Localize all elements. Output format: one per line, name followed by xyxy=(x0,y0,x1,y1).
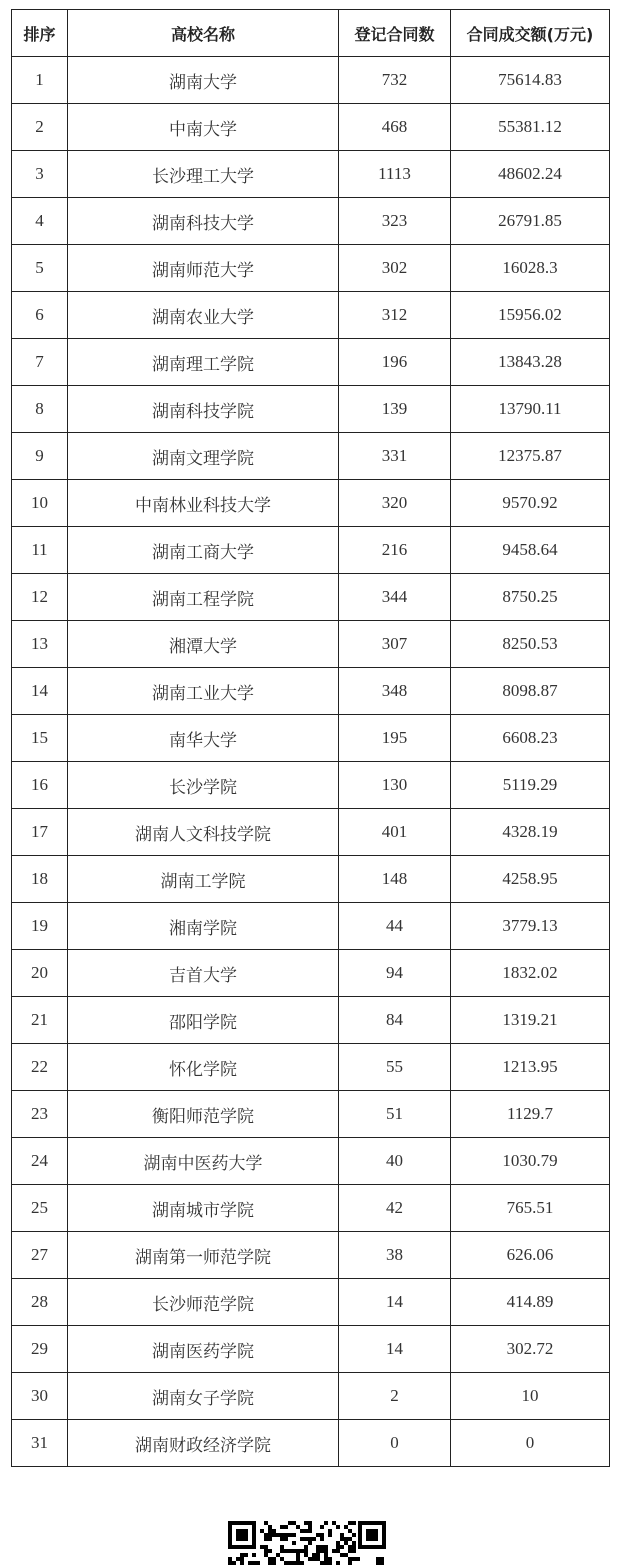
cell-amount: 1129.7 xyxy=(451,1091,610,1138)
cell-contracts: 84 xyxy=(339,997,451,1044)
cell-name: 湖南人文科技学院 xyxy=(68,809,339,856)
cell-amount: 55381.12 xyxy=(451,104,610,151)
cell-rank: 20 xyxy=(12,950,68,997)
cell-amount: 12375.87 xyxy=(451,433,610,480)
cell-amount: 1030.79 xyxy=(451,1138,610,1185)
table-row xyxy=(12,997,610,1044)
table-row xyxy=(12,245,610,292)
cell-amount: 9458.64 xyxy=(451,527,610,574)
cell-rank: 3 xyxy=(12,151,68,198)
cell-amount: 10 xyxy=(451,1373,610,1420)
cell-contracts: 732 xyxy=(339,57,451,104)
cell-name: 湖南文理学院 xyxy=(68,433,339,480)
cell-contracts: 216 xyxy=(339,527,451,574)
table-row xyxy=(12,292,610,339)
cell-amount: 8098.87 xyxy=(451,668,610,715)
cell-contracts: 1113 xyxy=(339,151,451,198)
cell-name: 长沙理工大学 xyxy=(68,151,339,198)
table-row xyxy=(12,950,610,997)
cell-contracts: 139 xyxy=(339,386,451,433)
cell-name: 邵阳学院 xyxy=(68,997,339,1044)
cell-amount: 4258.95 xyxy=(451,856,610,903)
header-name: 高校名称 xyxy=(68,10,339,57)
table-row xyxy=(12,856,610,903)
table-row xyxy=(12,809,610,856)
cell-name: 湖南科技学院 xyxy=(68,386,339,433)
table-row xyxy=(12,668,610,715)
header-rank: 排序 xyxy=(12,10,68,57)
cell-name: 长沙师范学院 xyxy=(68,1279,339,1326)
cell-name: 湖南中医药大学 xyxy=(68,1138,339,1185)
header-amount: 合同成交额(万元) xyxy=(451,10,610,57)
cell-name: 湖南第一师范学院 xyxy=(68,1232,339,1279)
ranking-table-container xyxy=(11,9,609,1467)
table-row xyxy=(12,339,610,386)
table-row xyxy=(12,1138,610,1185)
qr-code-icon xyxy=(228,1521,386,1565)
cell-name: 衡阳师范学院 xyxy=(68,1091,339,1138)
cell-name: 湖南科技大学 xyxy=(68,198,339,245)
cell-rank: 2 xyxy=(12,104,68,151)
cell-rank: 16 xyxy=(12,762,68,809)
cell-rank: 12 xyxy=(12,574,68,621)
cell-name: 湖南大学 xyxy=(68,57,339,104)
cell-name: 湖南医药学院 xyxy=(68,1326,339,1373)
cell-name: 湖南师范大学 xyxy=(68,245,339,292)
table-row xyxy=(12,715,610,762)
table-row xyxy=(12,621,610,668)
cell-amount: 6608.23 xyxy=(451,715,610,762)
cell-contracts: 51 xyxy=(339,1091,451,1138)
table-header-row xyxy=(12,10,610,57)
cell-rank: 30 xyxy=(12,1373,68,1420)
table-row xyxy=(12,1091,610,1138)
cell-rank: 27 xyxy=(12,1232,68,1279)
cell-name: 湖南理工学院 xyxy=(68,339,339,386)
cell-rank: 10 xyxy=(12,480,68,527)
cell-rank: 31 xyxy=(12,1420,68,1467)
cell-contracts: 55 xyxy=(339,1044,451,1091)
cell-name: 湖南工商大学 xyxy=(68,527,339,574)
table-row xyxy=(12,1373,610,1420)
table-row xyxy=(12,198,610,245)
cell-contracts: 14 xyxy=(339,1279,451,1326)
cell-contracts: 40 xyxy=(339,1138,451,1185)
table-body xyxy=(12,57,610,1467)
table-row xyxy=(12,433,610,480)
cell-contracts: 348 xyxy=(339,668,451,715)
cell-name: 怀化学院 xyxy=(68,1044,339,1091)
table-row xyxy=(12,1185,610,1232)
cell-rank: 18 xyxy=(12,856,68,903)
cell-amount: 302.72 xyxy=(451,1326,610,1373)
cell-amount: 5119.29 xyxy=(451,762,610,809)
cell-rank: 15 xyxy=(12,715,68,762)
table-row xyxy=(12,1326,610,1373)
cell-rank: 14 xyxy=(12,668,68,715)
cell-name: 湖南财政经济学院 xyxy=(68,1420,339,1467)
university-contract-table xyxy=(11,9,610,1467)
cell-name: 湖南工学院 xyxy=(68,856,339,903)
cell-contracts: 2 xyxy=(339,1373,451,1420)
cell-contracts: 14 xyxy=(339,1326,451,1373)
cell-contracts: 468 xyxy=(339,104,451,151)
cell-rank: 29 xyxy=(12,1326,68,1373)
table-row xyxy=(12,1420,610,1467)
cell-amount: 0 xyxy=(451,1420,610,1467)
cell-name: 中南大学 xyxy=(68,104,339,151)
cell-contracts: 312 xyxy=(339,292,451,339)
cell-amount: 3779.13 xyxy=(451,903,610,950)
table-row xyxy=(12,104,610,151)
cell-amount: 1832.02 xyxy=(451,950,610,997)
cell-contracts: 195 xyxy=(339,715,451,762)
cell-amount: 13843.28 xyxy=(451,339,610,386)
cell-amount: 414.89 xyxy=(451,1279,610,1326)
cell-rank: 6 xyxy=(12,292,68,339)
cell-name: 湘潭大学 xyxy=(68,621,339,668)
cell-contracts: 401 xyxy=(339,809,451,856)
cell-name: 中南林业科技大学 xyxy=(68,480,339,527)
cell-amount: 48602.24 xyxy=(451,151,610,198)
cell-amount: 13790.11 xyxy=(451,386,610,433)
cell-name: 长沙学院 xyxy=(68,762,339,809)
cell-contracts: 38 xyxy=(339,1232,451,1279)
cell-rank: 24 xyxy=(12,1138,68,1185)
header-contracts: 登记合同数 xyxy=(339,10,451,57)
table-row xyxy=(12,1044,610,1091)
cell-amount: 15956.02 xyxy=(451,292,610,339)
cell-name: 湖南女子学院 xyxy=(68,1373,339,1420)
cell-amount: 8250.53 xyxy=(451,621,610,668)
table-row xyxy=(12,903,610,950)
cell-rank: 19 xyxy=(12,903,68,950)
cell-rank: 5 xyxy=(12,245,68,292)
cell-name: 南华大学 xyxy=(68,715,339,762)
cell-name: 湖南农业大学 xyxy=(68,292,339,339)
cell-name: 湖南城市学院 xyxy=(68,1185,339,1232)
table-row xyxy=(12,527,610,574)
cell-rank: 23 xyxy=(12,1091,68,1138)
cell-amount: 626.06 xyxy=(451,1232,610,1279)
cell-rank: 13 xyxy=(12,621,68,668)
cell-name: 湖南工业大学 xyxy=(68,668,339,715)
cell-contracts: 0 xyxy=(339,1420,451,1467)
cell-amount: 1319.21 xyxy=(451,997,610,1044)
cell-amount: 765.51 xyxy=(451,1185,610,1232)
cell-amount: 8750.25 xyxy=(451,574,610,621)
cell-contracts: 44 xyxy=(339,903,451,950)
table-row xyxy=(12,480,610,527)
cell-amount: 26791.85 xyxy=(451,198,610,245)
cell-contracts: 130 xyxy=(339,762,451,809)
cell-amount: 1213.95 xyxy=(451,1044,610,1091)
cell-contracts: 323 xyxy=(339,198,451,245)
cell-contracts: 320 xyxy=(339,480,451,527)
cell-rank: 8 xyxy=(12,386,68,433)
cell-name: 吉首大学 xyxy=(68,950,339,997)
cell-contracts: 42 xyxy=(339,1185,451,1232)
cell-amount: 16028.3 xyxy=(451,245,610,292)
cell-contracts: 94 xyxy=(339,950,451,997)
table-row xyxy=(12,762,610,809)
cell-name: 湖南工程学院 xyxy=(68,574,339,621)
cell-rank: 17 xyxy=(12,809,68,856)
cell-contracts: 331 xyxy=(339,433,451,480)
cell-amount: 4328.19 xyxy=(451,809,610,856)
cell-rank: 4 xyxy=(12,198,68,245)
cell-contracts: 307 xyxy=(339,621,451,668)
cell-rank: 7 xyxy=(12,339,68,386)
cell-amount: 75614.83 xyxy=(451,57,610,104)
cell-contracts: 196 xyxy=(339,339,451,386)
table-row xyxy=(12,57,610,104)
cell-rank: 11 xyxy=(12,527,68,574)
cell-contracts: 148 xyxy=(339,856,451,903)
table-row xyxy=(12,386,610,433)
cell-rank: 25 xyxy=(12,1185,68,1232)
cell-contracts: 344 xyxy=(339,574,451,621)
cell-contracts: 302 xyxy=(339,245,451,292)
table-row xyxy=(12,1279,610,1326)
cell-name: 湘南学院 xyxy=(68,903,339,950)
table-row xyxy=(12,574,610,621)
cell-rank: 21 xyxy=(12,997,68,1044)
cell-rank: 28 xyxy=(12,1279,68,1326)
table-row xyxy=(12,151,610,198)
cell-amount: 9570.92 xyxy=(451,480,610,527)
cell-rank: 22 xyxy=(12,1044,68,1091)
cell-rank: 1 xyxy=(12,57,68,104)
table-row xyxy=(12,1232,610,1279)
cell-rank: 9 xyxy=(12,433,68,480)
